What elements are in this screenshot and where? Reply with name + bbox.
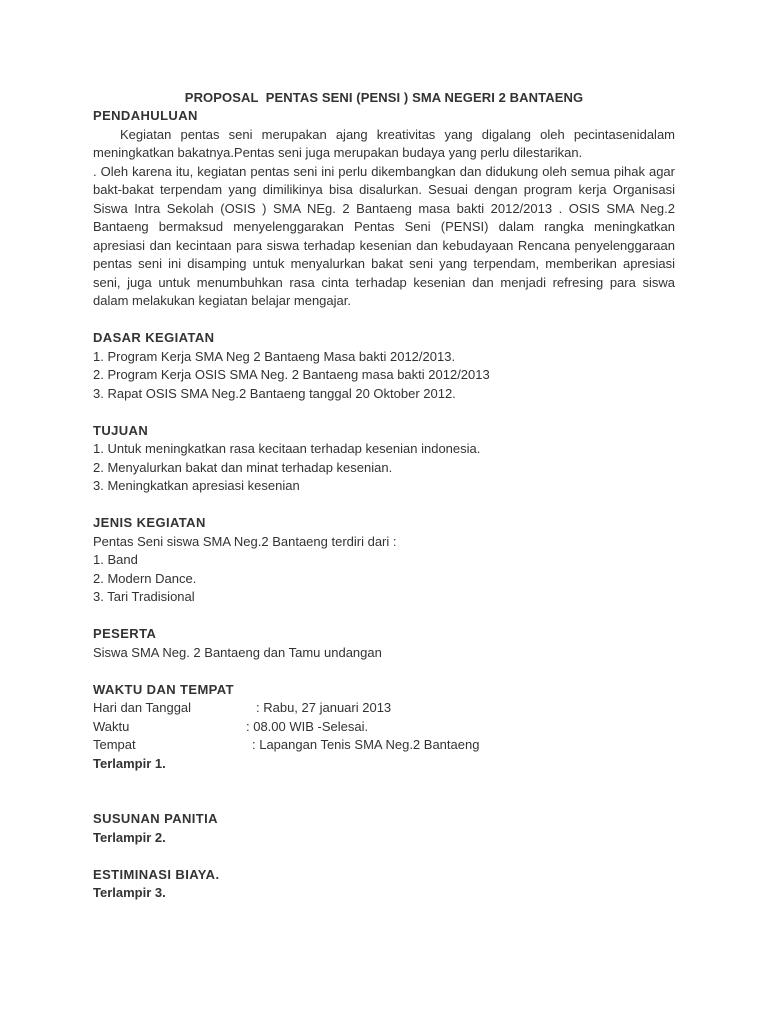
spacer [93,773,675,810]
waktu-tempat-row-waktu [93,718,675,737]
section-heading-dasar-kegiatan: DASAR KEGIATAN [93,330,215,345]
section-heading-pendahuluan: PENDAHULUAN [93,108,198,123]
estiminasi-biaya-note: Terlampir 3. [93,885,166,900]
jenis-kegiatan-item: 1. Band [93,552,138,567]
jenis-kegiatan-item: 2. Modern Dance. [93,570,197,586]
peserta-text: Siswa SMA Neg. 2 Bantaeng dan Tamu undangan [93,644,382,660]
document-page [93,88,675,903]
waktu-tempat-row-hari [93,699,675,718]
spacer [93,311,675,330]
waktu-tempat-note: Terlampir 1. [93,755,166,771]
spacer [93,662,675,681]
section-heading-tujuan: TUJUAN [93,422,149,438]
tujuan-item: 1. Untuk meningkatkan rasa kecitaan terhadap kesenian indonesia. [93,441,481,456]
dasar-kegiatan-item: 3. Rapat OSIS SMA Neg.2 Bantaeng tanggal 20 Oktober 2012. [93,385,456,401]
waktu-tempat-row-tempat [93,736,675,755]
spacer [93,847,675,866]
pendahuluan-paragraph-1 [93,126,675,163]
jenis-kegiatan-item: 3. Tari Tradisional [93,589,195,604]
dasar-kegiatan-item: 2. Program Kerja OSIS SMA Neg. 2 Bantaeng masa bakti 2012/2013 [93,367,490,382]
row-value: : Lapangan Tenis SMA Neg.2 Bantaeng [252,737,480,752]
pendahuluan-paragraph-1-text: Kegiatan pentas seni merupakan ajang kreativitas yang digalang oleh pecintasenidalam meningkatkan bakatnya.Pentas seni juga merupakan budaya yang perlu dilestarikan. [93,126,675,160]
susunan-panitia-note: Terlampir 2. [93,829,166,845]
spacer [93,607,675,626]
section-heading-peserta: PESERTA [93,626,157,641]
spacer [93,496,675,515]
section-heading-waktu-tempat: WAKTU DAN TEMPAT [93,681,234,697]
tujuan-item: 3. Meningkatkan apresiasi kesenian [93,478,300,493]
section-heading-susunan-panitia: SUSUNAN PANITIA [93,811,218,826]
row-value: : 08.00 WIB -Selesai. [246,718,369,734]
tujuan-item: 2. Menyalurkan bakat dan minat terhadap kesenian. [93,459,393,475]
pendahuluan-paragraph-2: . Oleh karena itu, kegiatan pentas seni ini perlu dikembangkan dan didukung oleh semua pihak agar bakt-bakat terpendam yang dimilikinya bisa disalurkan. Sesuai dengan program kerja Organisasi Siswa Intra Sekolah (OSIS ) SMA NEg. 2 Bantaeng masa bakti 2012/2013 . OSIS SMA Neg.2 Bantaeng bermaksud menyelenggarakan Pentas Seni (PENSI) dalam rangka meningkatkan apresiasi dan kecintaan para siswa terhadap kesenian dan kebudayaan Rencana penyelenggaraan pentas seni ini disamping untuk menyalurkan bakat seni yang terpendam, memberikan apresiasi seni, juga untuk menumbuhkan rasa cinta terhadap kesenian dan menjadi refresing para siswa dalam melakukan kegiatan belajar mengajar. [93,163,675,308]
jenis-kegiatan-intro: Pentas Seni siswa SMA Neg.2 Bantaeng terdiri dari : [93,533,397,549]
row-value: : Rabu, 27 januari 2013 [256,700,392,715]
row-label: Waktu [93,718,130,734]
document-title: PROPOSAL PENTAS SENI (PENSI ) SMA NEGERI 2 BANTAENG [184,90,584,105]
section-heading-estiminasi-biaya: ESTIMINASI BIAYA. [93,866,220,882]
spacer [93,403,675,422]
section-heading-jenis-kegiatan: JENIS KEGIATAN [93,515,206,530]
row-label: Tempat [93,737,136,752]
dasar-kegiatan-item: 1. Program Kerja SMA Neg 2 Bantaeng Masa bakti 2012/2013. [93,348,456,364]
row-label: Hari dan Tanggal [93,700,192,715]
